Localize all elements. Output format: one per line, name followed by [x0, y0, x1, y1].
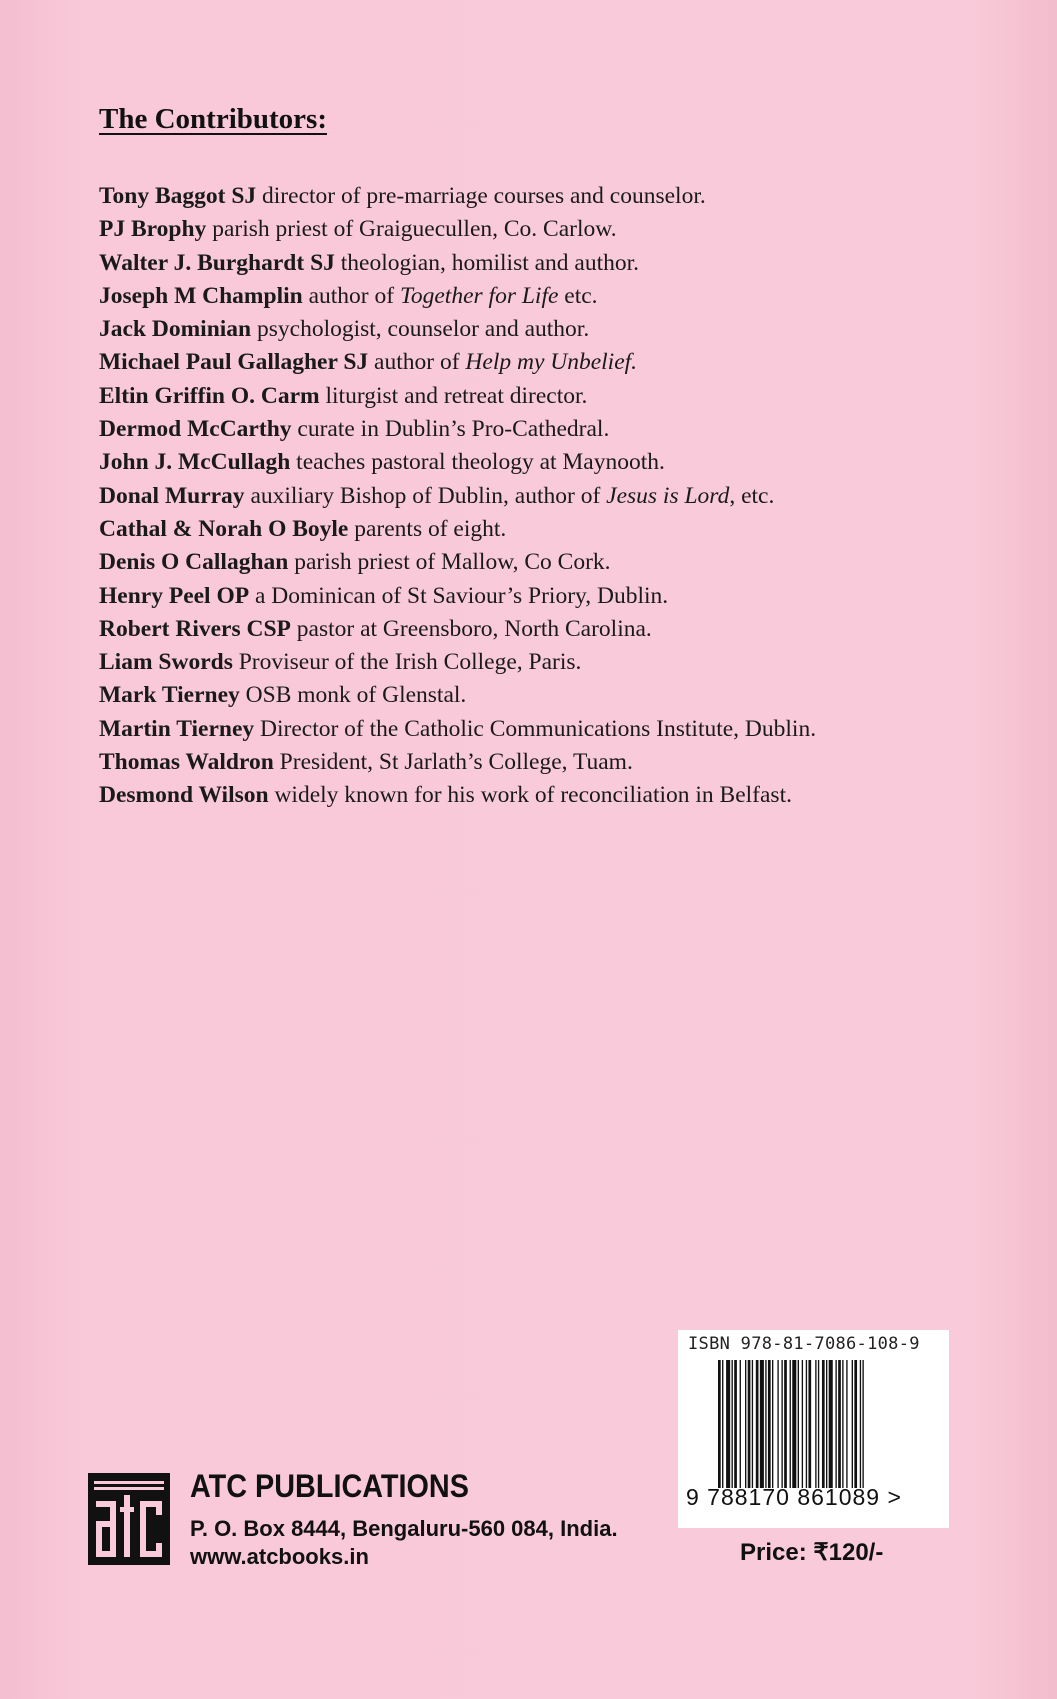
- publisher-website: www.atcbooks.in: [190, 1544, 369, 1569]
- contributor-description-tail: etc.: [558, 282, 598, 309]
- contributor-item: [99, 580, 1039, 613]
- contributor-name: Thomas Waldron: [99, 749, 274, 776]
- contributor-book-title: Together for Life: [399, 282, 559, 309]
- contributor-name: PJ Brophy: [99, 216, 207, 243]
- contributor-description: parish priest of Graiguecullen, Co. Carlow.: [206, 216, 617, 243]
- contributor-description: teaches pastoral theology at Maynooth.: [290, 449, 665, 476]
- price-label: Price: ₹120/-: [740, 1539, 884, 1566]
- contributor-description: curate in Dublin’s Pro-Cathedral.: [291, 416, 610, 443]
- contributor-item: [99, 779, 1039, 812]
- contributor-description: director of pre-marriage courses and counselor.: [256, 183, 706, 209]
- contributor-name: Tony Baggot SJ: [99, 183, 257, 209]
- contributor-description: parents of eight.: [348, 515, 507, 542]
- isbn-text: ISBN 978-81-7086-108-9: [688, 1334, 920, 1354]
- contributor-description: author of: [368, 349, 466, 376]
- contributor-description-tail: , etc.: [729, 482, 775, 509]
- contributor-name: Donal Murray: [99, 482, 245, 509]
- contributor-name: Dermod McCarthy: [99, 416, 292, 443]
- contributor-item: [99, 413, 1039, 446]
- contributor-item: [99, 180, 1039, 213]
- contributor-description: psychologist, counselor and author.: [251, 316, 590, 343]
- atc-logo-icon: [88, 1473, 170, 1565]
- contributor-description: author of: [302, 282, 400, 309]
- contributor-description: Director of the Catholic Communications Institute, Dublin.: [254, 715, 817, 742]
- contributor-book-title: Jesus is Lord: [606, 482, 730, 509]
- barcode-icon: [718, 1360, 913, 1488]
- contributors-heading: The Contributors:: [99, 103, 327, 135]
- contributor-name: Desmond Wilson: [99, 782, 269, 809]
- contributor-item: [99, 313, 1039, 346]
- contributors-list: [99, 180, 1039, 813]
- contributor-item: [99, 480, 1039, 513]
- contributor-item: [99, 679, 1039, 712]
- contributor-name: Eltin Griffin O. Carm: [99, 382, 320, 409]
- contributor-name: Walter J. Burghardt SJ: [99, 249, 335, 276]
- contributor-item: [99, 713, 1039, 746]
- contributor-description: theologian, homilist and author.: [334, 249, 640, 276]
- barcode-label: [678, 1330, 949, 1528]
- contributor-item: [99, 446, 1039, 479]
- contributor-name: Mark Tierney: [99, 682, 240, 709]
- contributor-name: Joseph M Champlin: [99, 282, 303, 309]
- contributor-name: Henry Peel OP: [99, 582, 250, 609]
- contributor-name: Liam Swords: [99, 649, 233, 676]
- contributor-item: [99, 546, 1039, 579]
- barcode-number: 9 788170 861089 >: [686, 1484, 902, 1510]
- contributor-item: [99, 346, 1039, 379]
- contributor-name: Denis O Callaghan: [99, 549, 289, 576]
- contributor-description: liturgist and retreat director.: [319, 382, 588, 409]
- contributor-name: John J. McCullagh: [99, 449, 291, 476]
- contributor-item: [99, 280, 1039, 313]
- contributor-name: Michael Paul Gallagher SJ: [99, 349, 369, 376]
- contributor-description: President, St Jarlath’s College, Tuam.: [273, 749, 633, 776]
- contributor-item: [99, 613, 1039, 646]
- contributor-item: [99, 746, 1039, 779]
- contributor-item: [99, 247, 1039, 280]
- contributor-name: Martin Tierney: [99, 715, 255, 742]
- contributor-description: auxiliary Bishop of Dublin, author of: [244, 482, 607, 509]
- contributor-description: a Dominican of St Saviour’s Priory, Dublin.: [249, 582, 669, 609]
- contributor-book-title: Help my Unbelief.: [465, 349, 638, 376]
- contributor-description: parish priest of Mallow, Co Cork.: [288, 549, 611, 576]
- contributor-item: [99, 646, 1039, 679]
- contributor-description: widely known for his work of reconciliation in Belfast.: [268, 782, 792, 809]
- contributor-description: OSB monk of Glenstal.: [239, 682, 467, 709]
- contributor-item: [99, 513, 1039, 546]
- contributor-name: Cathal & Norah O Boyle: [99, 515, 349, 542]
- contributor-item: [99, 380, 1039, 413]
- contributor-description: pastor at Greensboro, North Carolina.: [290, 615, 652, 642]
- contributor-item: [99, 213, 1039, 246]
- contributor-description: Proviseur of the Irish College, Paris.: [232, 649, 582, 676]
- publisher-address: P. O. Box 8444, Bengaluru-560 084, India.: [190, 1516, 618, 1541]
- contributor-name: Jack Dominian: [99, 316, 252, 343]
- publisher-name: ATC PUBLICATIONS: [190, 1468, 469, 1504]
- contributor-name: Robert Rivers CSP: [99, 615, 291, 642]
